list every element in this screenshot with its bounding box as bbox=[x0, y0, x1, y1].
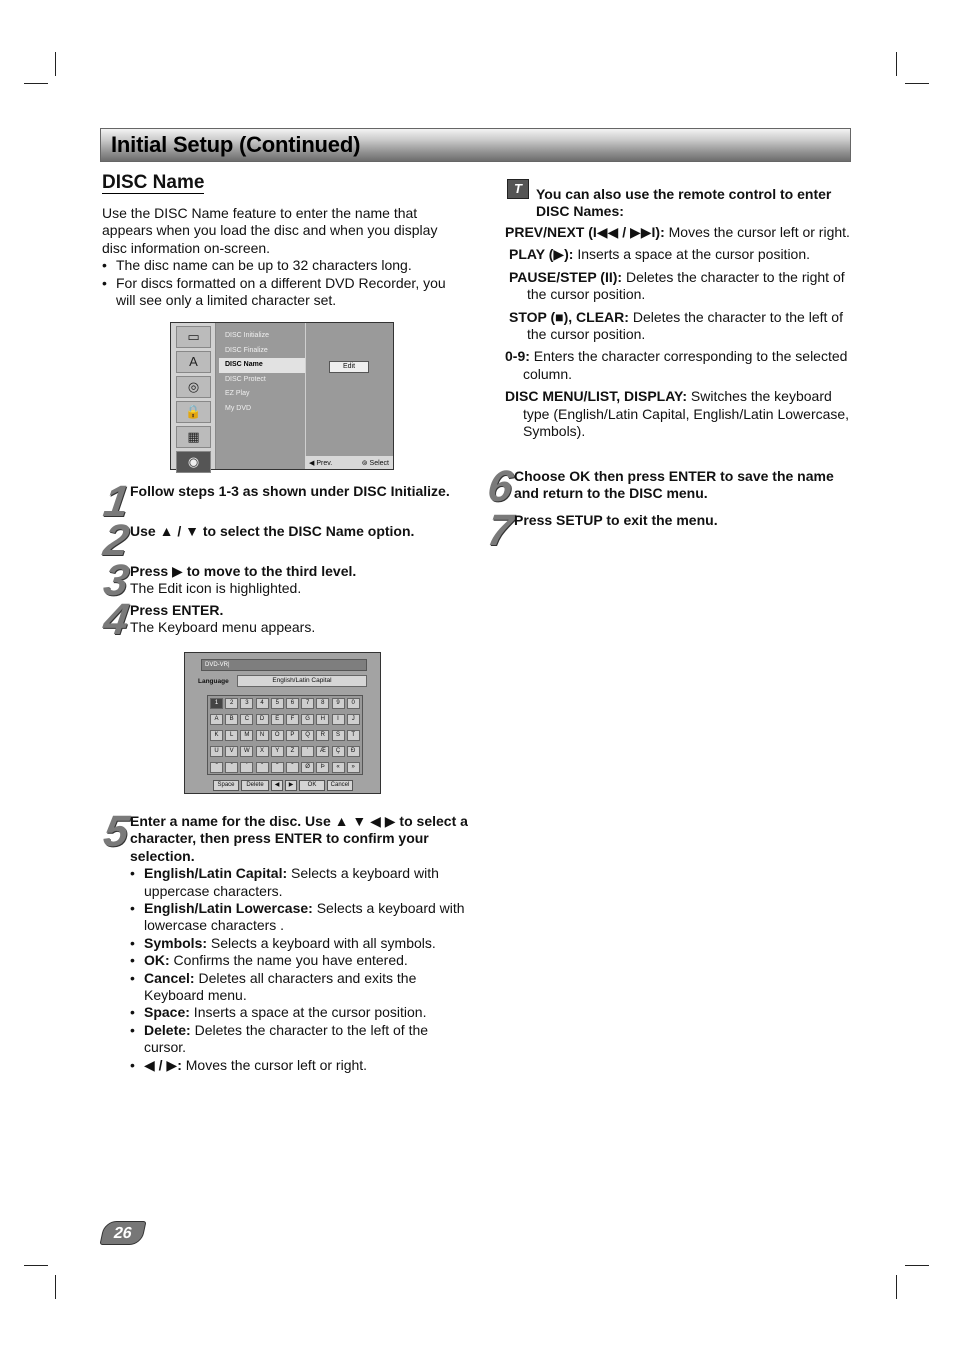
ok-key: OK bbox=[299, 780, 325, 791]
keyboard-key: C bbox=[240, 714, 253, 725]
keyboard-key: Ç bbox=[332, 746, 345, 757]
keyboard-key: Y bbox=[271, 746, 284, 757]
keyboard-key: N bbox=[256, 730, 269, 741]
keyboard-key: Đ bbox=[347, 746, 360, 757]
right-arrow-key: ▶ bbox=[285, 780, 297, 791]
keyboard-key: U bbox=[210, 746, 223, 757]
left-arrow-key: ◀ bbox=[271, 780, 283, 791]
recording-icon: ▦ bbox=[176, 426, 211, 448]
language-icon: A bbox=[176, 351, 211, 373]
step-number: 5 bbox=[100, 807, 132, 856]
tip-heading: You can also use the remote control to enter DISC Names: bbox=[536, 186, 832, 220]
keyboard-key: 9 bbox=[332, 698, 345, 709]
step-number: 3 bbox=[100, 556, 132, 605]
crop-mark bbox=[24, 83, 48, 84]
setup-menu-screenshot bbox=[170, 322, 394, 470]
step-4 bbox=[130, 602, 470, 637]
list-item: • Symbols: Selects a keyboard with all symbols. bbox=[130, 935, 468, 952]
keyboard-key: 6 bbox=[286, 698, 299, 709]
language-label: Language bbox=[198, 678, 229, 685]
menu-item-disc-name: DISC Name bbox=[219, 358, 305, 373]
step-number: 1 bbox=[100, 477, 132, 526]
keyboard-buttons bbox=[213, 780, 355, 791]
keyboard-key: ˇ bbox=[256, 762, 269, 773]
list-item: • Delete: Deletes the character to the left of the cursor. bbox=[130, 1022, 468, 1057]
step-number: 4 bbox=[100, 595, 132, 644]
edit-button: Edit bbox=[329, 361, 369, 373]
keyboard-key: Ø bbox=[301, 762, 314, 773]
keyboard-key: L bbox=[225, 730, 238, 741]
menu-item-disc-protect: DISC Protect bbox=[225, 375, 266, 383]
keyboard-key: P bbox=[286, 730, 299, 741]
step-number: 7 bbox=[484, 506, 516, 555]
menu-item-my-dvd: My DVD bbox=[225, 404, 252, 412]
keyboard-key: O bbox=[271, 730, 284, 741]
cancel-key: Cancel bbox=[327, 780, 353, 791]
keyboard-key: Æ bbox=[316, 746, 329, 757]
keyboard-key: 2 bbox=[225, 698, 238, 709]
menu-item-disc-finalize: DISC Finalize bbox=[225, 346, 268, 354]
menu-item-disc-initialize: DISC Initialize bbox=[225, 332, 269, 339]
keyboard-key: 1 bbox=[210, 698, 223, 709]
menu-icon-column bbox=[171, 323, 216, 469]
menu-divider bbox=[305, 323, 306, 469]
keyboard-key: F bbox=[286, 714, 299, 725]
step-title: Choose OK then press ENTER to save the name and return to the DISC menu. bbox=[514, 468, 834, 502]
list-item: • ◀ / ▶: Moves the cursor left or right. bbox=[130, 1057, 468, 1074]
disc-name-field: DVD-VR| bbox=[201, 659, 367, 671]
intro-bullet: • For discs formatted on a different DVD Recorder, you will see only a limited character set. bbox=[102, 275, 464, 310]
tip-list bbox=[505, 224, 855, 440]
list-item: • OK: Confirms the name you have entered. bbox=[130, 952, 468, 969]
keyboard-key: A bbox=[210, 714, 223, 725]
delete-key: Delete bbox=[241, 780, 269, 791]
keyboard-key: M bbox=[240, 730, 253, 741]
list-item: • English/Latin Lowercase: Selects a keyboard with lowercase characters . bbox=[130, 900, 468, 935]
list-item: • Cancel: Deletes all characters and exits the Keyboard menu. bbox=[130, 970, 468, 1005]
select-hint: ⊚ Select bbox=[361, 460, 389, 467]
keyboard-key: 8 bbox=[316, 698, 329, 709]
step-desc: The Edit icon is highlighted. bbox=[130, 580, 302, 597]
step-6 bbox=[514, 468, 854, 503]
keyboard-key: R bbox=[316, 730, 329, 741]
keyboard-key: 7 bbox=[301, 698, 314, 709]
intro-block bbox=[102, 205, 464, 309]
keyboard-key: J bbox=[347, 714, 360, 725]
keyboard-key: ` bbox=[240, 762, 253, 773]
keyboard-key: W bbox=[240, 746, 253, 757]
step-3 bbox=[130, 563, 470, 598]
keyboard-key: Z bbox=[286, 746, 299, 757]
tip-item: STOP (■), CLEAR: Deletes the character to the left of the cursor position. bbox=[509, 308, 843, 343]
crop-mark bbox=[55, 1275, 56, 1299]
crop-mark bbox=[905, 83, 929, 84]
tip-item: PAUSE/STEP (II): Deletes the character to the right of the cursor position. bbox=[509, 268, 845, 303]
step-5-bullets bbox=[130, 865, 468, 1074]
tip-item: DISC MENU/LIST, DISPLAY: Switches the keyboard type (English/Latin Capital, English/Latin Lowercase, Symbols). bbox=[505, 388, 850, 440]
keyboard-key: ʻ bbox=[301, 746, 314, 757]
step-2 bbox=[130, 523, 470, 540]
step-1 bbox=[130, 483, 470, 500]
disc-icon: ▭ bbox=[176, 326, 211, 348]
tip-item: PREV/NEXT (I◀◀ / ▶▶I): Moves the cursor left or right. bbox=[505, 224, 850, 240]
keyboard-key: V bbox=[225, 746, 238, 757]
page-title: Initial Setup (Continued) bbox=[111, 132, 361, 157]
keyboard-key: G bbox=[301, 714, 314, 725]
keyboard-key: 0 bbox=[347, 698, 360, 709]
keyboard-key: B bbox=[225, 714, 238, 725]
character-grid bbox=[207, 695, 363, 775]
keyboard-row bbox=[210, 714, 362, 730]
tip-icon: T bbox=[507, 179, 529, 199]
keyboard-key: « bbox=[332, 762, 345, 773]
keyboard-key: S bbox=[332, 730, 345, 741]
crop-mark bbox=[55, 52, 56, 76]
space-key: Space bbox=[213, 780, 239, 791]
intro-text: Use the DISC Name feature to enter the name that appears when you load the disc and when you display disc information on-screen. bbox=[102, 205, 438, 256]
keyboard-key: ˝ bbox=[210, 762, 223, 773]
tip-item: PLAY (▶): Inserts a space at the cursor position. bbox=[509, 246, 811, 263]
step-title: Press ENTER. bbox=[130, 602, 224, 618]
keyboard-menu-screenshot bbox=[184, 652, 381, 794]
step-number: 6 bbox=[484, 462, 516, 511]
step-title: Press SETUP to exit the menu. bbox=[514, 512, 718, 528]
keyboard-row bbox=[210, 746, 362, 762]
crop-mark bbox=[896, 52, 897, 76]
language-value: English/Latin Capital bbox=[237, 675, 367, 687]
crop-mark bbox=[24, 1265, 48, 1266]
disc-settings-icon: ◉ bbox=[176, 451, 211, 473]
crop-mark bbox=[896, 1275, 897, 1299]
keyboard-key: E bbox=[271, 714, 284, 725]
keyboard-key: H bbox=[316, 714, 329, 725]
intro-bullet: • The disc name can be up to 32 characters long. bbox=[102, 257, 464, 274]
keyboard-key: » bbox=[347, 762, 360, 773]
keyboard-row bbox=[210, 698, 362, 714]
keyboard-row bbox=[210, 730, 362, 746]
step-title: Use ▲ / ▼ to select the DISC Name option. bbox=[130, 523, 415, 539]
keyboard-key: I bbox=[332, 714, 345, 725]
keyboard-row bbox=[210, 762, 362, 778]
menu-item-list bbox=[219, 329, 305, 416]
lock-icon: 🔒 bbox=[176, 401, 211, 423]
step-title: Enter a name for the disc. Use ▲ ▼ ◀ ▶ to select a character, then press ENTER to confirm your selection. bbox=[130, 813, 468, 864]
keyboard-key: K bbox=[210, 730, 223, 741]
list-item: • English/Latin Capital: Selects a keyboard with uppercase characters. bbox=[130, 865, 468, 900]
menu-item-ez-play: EZ Play bbox=[225, 390, 250, 397]
keyboard-key: Q bbox=[301, 730, 314, 741]
keyboard-key: 3 bbox=[240, 698, 253, 709]
keyboard-key: Þ bbox=[316, 762, 329, 773]
prev-hint: ◀ Prev. bbox=[309, 460, 333, 467]
step-desc: The Keyboard menu appears. bbox=[130, 619, 316, 636]
keyboard-key: D bbox=[256, 714, 269, 725]
step-5 bbox=[130, 813, 468, 1074]
audio-icon: ◎ bbox=[176, 376, 211, 398]
keyboard-key: X bbox=[256, 746, 269, 757]
step-title: Follow steps 1-3 as shown under DISC Initialize. bbox=[130, 483, 450, 499]
keyboard-key: 4 bbox=[256, 698, 269, 709]
crop-mark bbox=[905, 1265, 929, 1266]
keyboard-key: T bbox=[347, 730, 360, 741]
keyboard-key: ˘ bbox=[286, 762, 299, 773]
keyboard-key: ˆ bbox=[225, 762, 238, 773]
page-banner bbox=[100, 128, 851, 162]
step-title: Press ▶ to move to the third level. bbox=[130, 563, 357, 579]
step-7 bbox=[514, 512, 854, 529]
keyboard-key: ˜ bbox=[271, 762, 284, 773]
menu-footer bbox=[305, 456, 393, 469]
section-title: DISC Name bbox=[102, 172, 205, 193]
tip-item: 0-9: Enters the character corresponding to the selected column. bbox=[505, 348, 848, 382]
list-item: • Space: Inserts a space at the cursor position. bbox=[130, 1004, 468, 1021]
keyboard-key: 5 bbox=[271, 698, 284, 709]
page-number: 26 bbox=[99, 1221, 146, 1245]
step-number: 2 bbox=[100, 516, 132, 565]
